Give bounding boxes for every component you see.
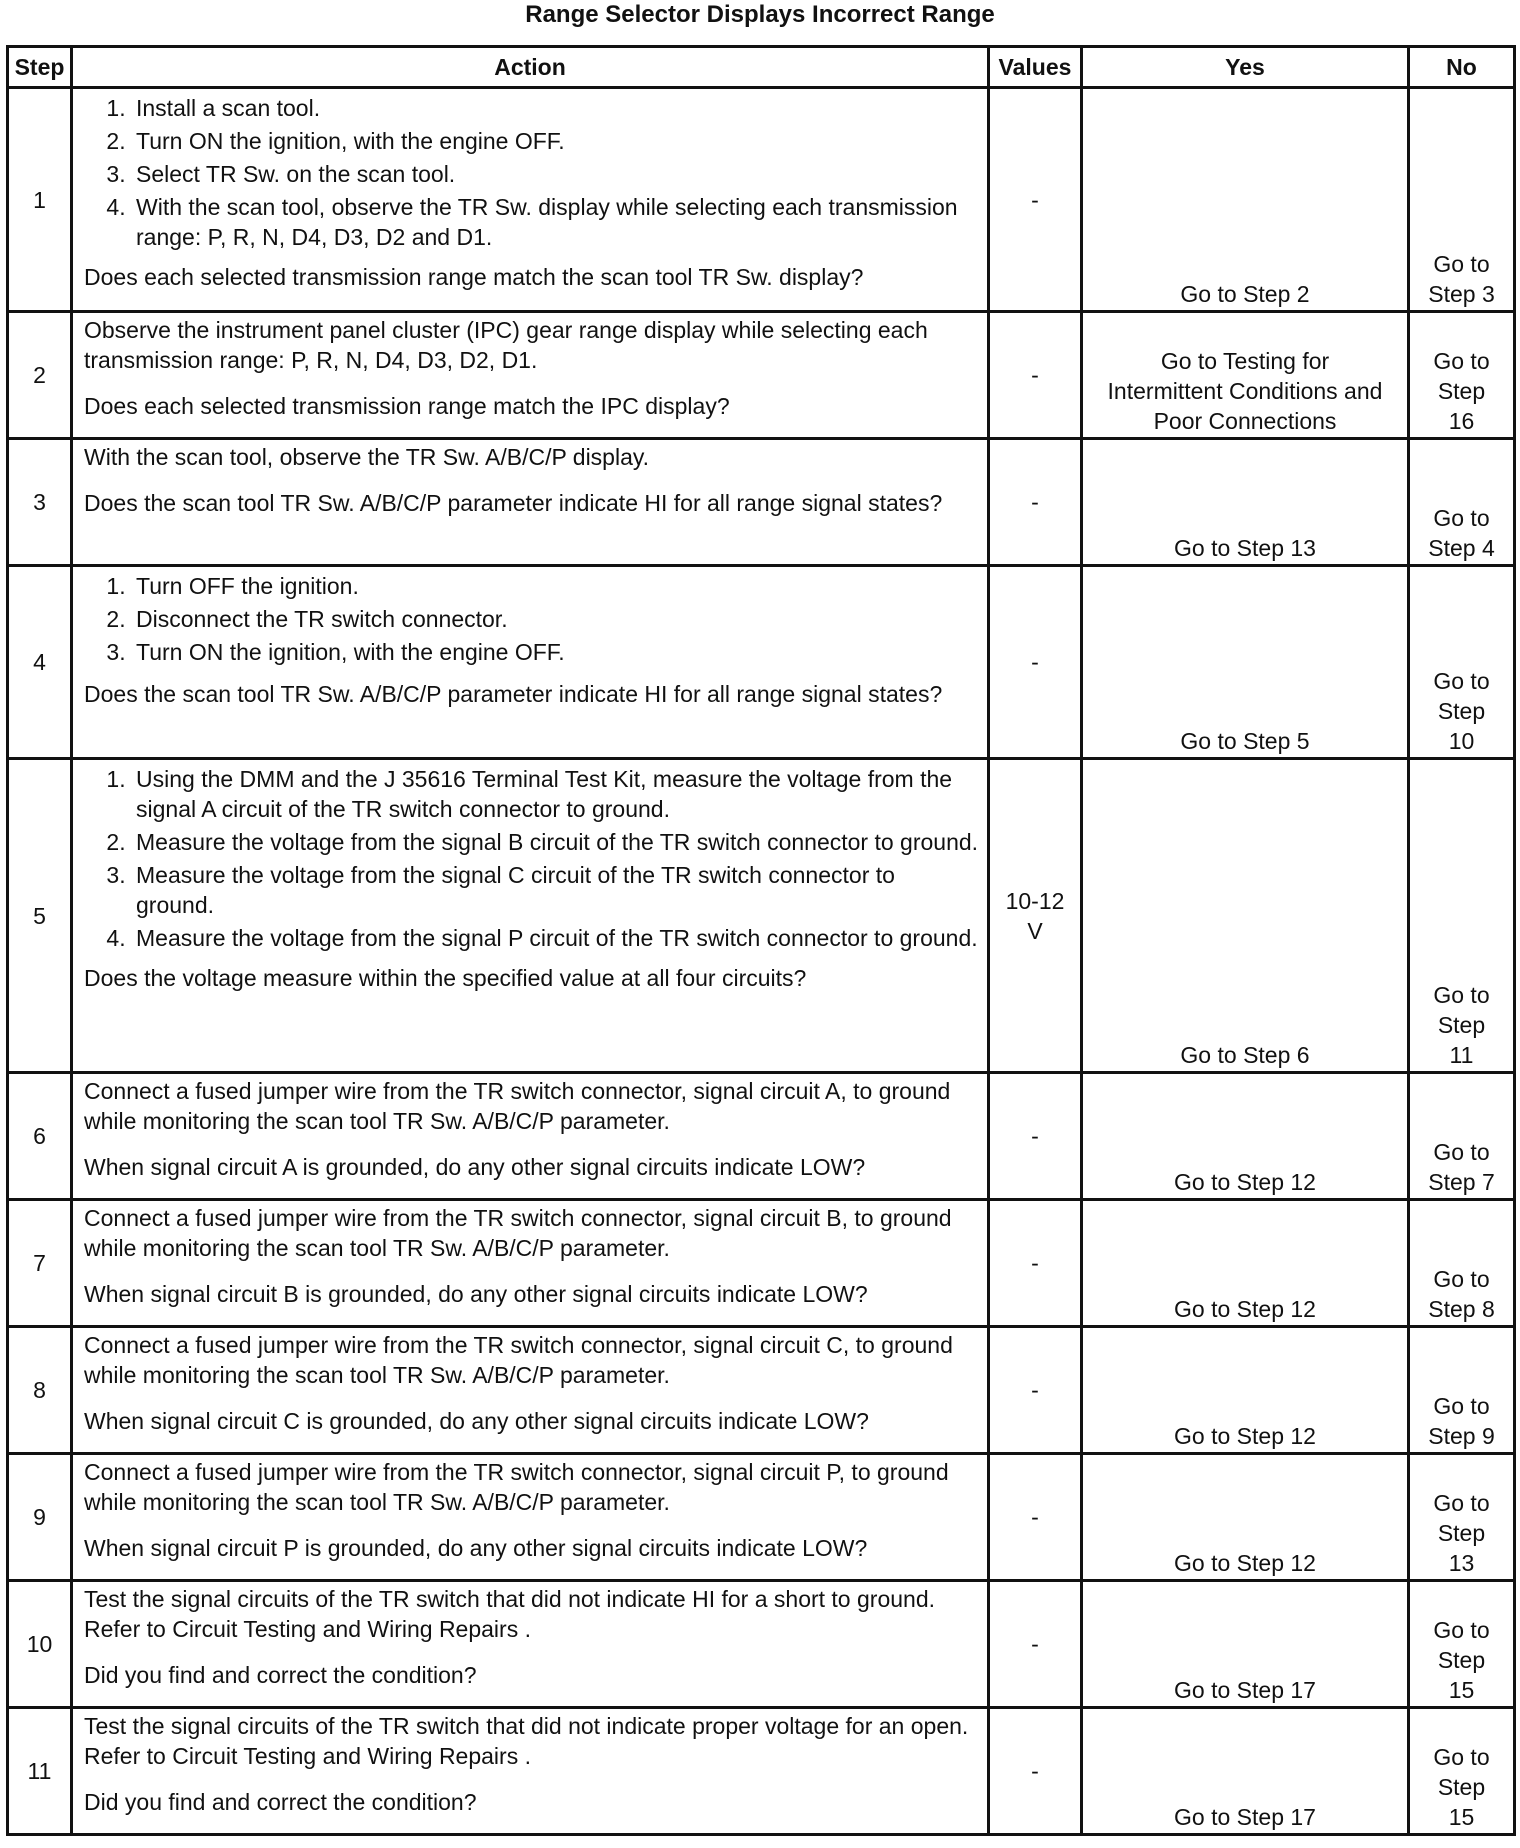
action-text: Connect a fused jumper wire from the TR switch connector, signal circuit P, to ground while monitoring the scan tool TR Sw. A/B/C/P parameter. <box>84 1459 949 1515</box>
instruction-item: 1. Install a scan tool. <box>132 93 979 123</box>
instruction-item: 2. Disconnect the TR switch connector. <box>132 604 979 634</box>
no-result: Go to Step 15 <box>1409 1581 1515 1708</box>
step-number: 8 <box>8 1327 72 1454</box>
values-cell: - <box>989 439 1082 566</box>
values-cell: - <box>989 1073 1082 1200</box>
yes-result: Go to Step 12 <box>1082 1454 1409 1581</box>
no-result: Go to Step 4 <box>1409 439 1515 566</box>
no-result: Go to Step 7 <box>1409 1073 1515 1200</box>
header-no: No <box>1409 47 1515 88</box>
yes-result: Go to Step 12 <box>1082 1327 1409 1454</box>
values-cell: - <box>989 1708 1082 1835</box>
instruction-item: 1. Turn OFF the ignition. <box>132 571 979 601</box>
step-number: 10 <box>8 1581 72 1708</box>
values-cell: - <box>989 312 1082 439</box>
instruction-item: 3. Turn ON the ignition, with the engine OFF. <box>132 637 979 667</box>
action-cell <box>72 1581 989 1708</box>
yes-result: Go to Step 13 <box>1082 439 1409 566</box>
instruction-item: 4. Measure the voltage from the signal P circuit of the TR switch connector to ground. <box>132 923 979 953</box>
values-cell: - <box>989 1327 1082 1454</box>
step-number: 1 <box>8 88 72 312</box>
yes-result: Go to Step 5 <box>1082 566 1409 759</box>
table-row <box>8 759 1515 1073</box>
no-result: Go to Step 16 <box>1409 312 1515 439</box>
yes-result: Go to Step 17 <box>1082 1708 1409 1835</box>
no-result: Go to Step 3 <box>1409 88 1515 312</box>
action-question: Does each selected transmission range match the IPC display? <box>84 393 730 419</box>
action-question: Does each selected transmission range match the scan tool TR Sw. display? <box>84 264 864 290</box>
action-question: Did you find and correct the condition? <box>84 1662 477 1688</box>
action-question: Did you find and correct the condition? <box>84 1789 477 1815</box>
step-number: 11 <box>8 1708 72 1835</box>
instruction-item: 3. Measure the voltage from the signal C circuit of the TR switch connector to ground. <box>132 860 979 920</box>
action-text: Test the signal circuits of the TR switch that did not indicate proper voltage for an open. Refer to Circuit Testing and Wiring Repairs . <box>84 1713 969 1769</box>
table-row <box>8 1581 1515 1708</box>
yes-result: Go to Testing for Intermittent Conditions and Poor Connections <box>1082 312 1409 439</box>
yes-result: Go to Step 2 <box>1082 88 1409 312</box>
action-cell <box>72 759 989 1073</box>
action-question: When signal circuit B is grounded, do any other signal circuits indicate LOW? <box>84 1281 868 1307</box>
yes-result: Go to Step 12 <box>1082 1200 1409 1327</box>
action-text: Connect a fused jumper wire from the TR switch connector, signal circuit C, to ground while monitoring the scan tool TR Sw. A/B/C/P parameter. <box>84 1332 953 1388</box>
action-cell <box>72 312 989 439</box>
table-row <box>8 88 1515 312</box>
no-result: Go to Step 9 <box>1409 1327 1515 1454</box>
action-question: Does the scan tool TR Sw. A/B/C/P parameter indicate HI for all range signal states? <box>84 490 943 516</box>
header-yes: Yes <box>1082 47 1409 88</box>
yes-result: Go to Step 17 <box>1082 1581 1409 1708</box>
table-row <box>8 1327 1515 1454</box>
action-cell <box>72 566 989 759</box>
action-text: Connect a fused jumper wire from the TR switch connector, signal circuit A, to ground while monitoring the scan tool TR Sw. A/B/C/P parameter. <box>84 1078 951 1134</box>
yes-result: Go to Step 12 <box>1082 1073 1409 1200</box>
no-result: Go to Step 11 <box>1409 759 1515 1073</box>
action-question: Does the scan tool TR Sw. A/B/C/P parameter indicate HI for all range signal states? <box>84 681 943 707</box>
values-cell: - <box>989 566 1082 759</box>
header-step: Step <box>8 47 72 88</box>
step-number: 5 <box>8 759 72 1073</box>
no-result: Go to Step 8 <box>1409 1200 1515 1327</box>
instruction-item: 2. Turn ON the ignition, with the engine OFF. <box>132 126 979 156</box>
table-row <box>8 566 1515 759</box>
step-number: 4 <box>8 566 72 759</box>
instruction-item: 3. Select TR Sw. on the scan tool. <box>132 159 979 189</box>
table-row <box>8 1073 1515 1200</box>
action-text: With the scan tool, observe the TR Sw. A/B/C/P display. <box>84 444 650 470</box>
no-result: Go to Step 10 <box>1409 566 1515 759</box>
table-row <box>8 1708 1515 1835</box>
instruction-item: 4. With the scan tool, observe the TR Sw. display while selecting each transmission range: P, R, N, D4, D3, D2 and D1. <box>132 192 979 252</box>
action-cell <box>72 1327 989 1454</box>
diagnostic-table <box>6 45 1516 1836</box>
instruction-item: 1. Using the DMM and the J 35616 Terminal Test Kit, measure the voltage from the signal A circuit of the TR switch connector to ground. <box>132 764 979 824</box>
no-result: Go to Step 15 <box>1409 1708 1515 1835</box>
values-cell: - <box>989 1200 1082 1327</box>
instruction-list <box>84 764 979 953</box>
action-question: Does the voltage measure within the specified value at all four circuits? <box>84 965 807 991</box>
table-row <box>8 1200 1515 1327</box>
instruction-item: 2. Measure the voltage from the signal B circuit of the TR switch connector to ground. <box>132 827 979 857</box>
step-number: 7 <box>8 1200 72 1327</box>
step-number: 6 <box>8 1073 72 1200</box>
action-cell <box>72 1200 989 1327</box>
values-cell: - <box>989 1581 1082 1708</box>
step-number: 2 <box>8 312 72 439</box>
action-cell <box>72 1708 989 1835</box>
values-cell: - <box>989 88 1082 312</box>
action-cell <box>72 1073 989 1200</box>
step-number: 3 <box>8 439 72 566</box>
step-number: 9 <box>8 1454 72 1581</box>
yes-result: Go to Step 6 <box>1082 759 1409 1073</box>
header-action: Action <box>72 47 989 88</box>
action-cell <box>72 439 989 566</box>
action-question: When signal circuit A is grounded, do any other signal circuits indicate LOW? <box>84 1154 866 1180</box>
no-result: Go to Step 13 <box>1409 1454 1515 1581</box>
action-text: Connect a fused jumper wire from the TR switch connector, signal circuit B, to ground while monitoring the scan tool TR Sw. A/B/C/P parameter. <box>84 1205 952 1261</box>
table-row <box>8 1454 1515 1581</box>
table-header-row <box>8 47 1515 88</box>
action-question: When signal circuit C is grounded, do any other signal circuits indicate LOW? <box>84 1408 869 1434</box>
action-text: Test the signal circuits of the TR switch that did not indicate HI for a short to ground. Refer to Circuit Testing and Wiring Repairs . <box>84 1586 935 1642</box>
instruction-list <box>84 571 979 667</box>
action-question: When signal circuit P is grounded, do any other signal circuits indicate LOW? <box>84 1535 868 1561</box>
values-cell: - <box>989 1454 1082 1581</box>
action-text: Observe the instrument panel cluster (IPC) gear range display while selecting each transmission range: P, R, N, D4, D3, D2, D1. <box>84 317 928 373</box>
header-values: Values <box>989 47 1082 88</box>
instruction-list <box>84 93 979 252</box>
action-cell <box>72 1454 989 1581</box>
table-row <box>8 439 1515 566</box>
table-row <box>8 312 1515 439</box>
values-cell: 10-12 V <box>989 759 1082 1073</box>
page-title: Range Selector Displays Incorrect Range <box>525 1 995 28</box>
action-cell <box>72 88 989 312</box>
